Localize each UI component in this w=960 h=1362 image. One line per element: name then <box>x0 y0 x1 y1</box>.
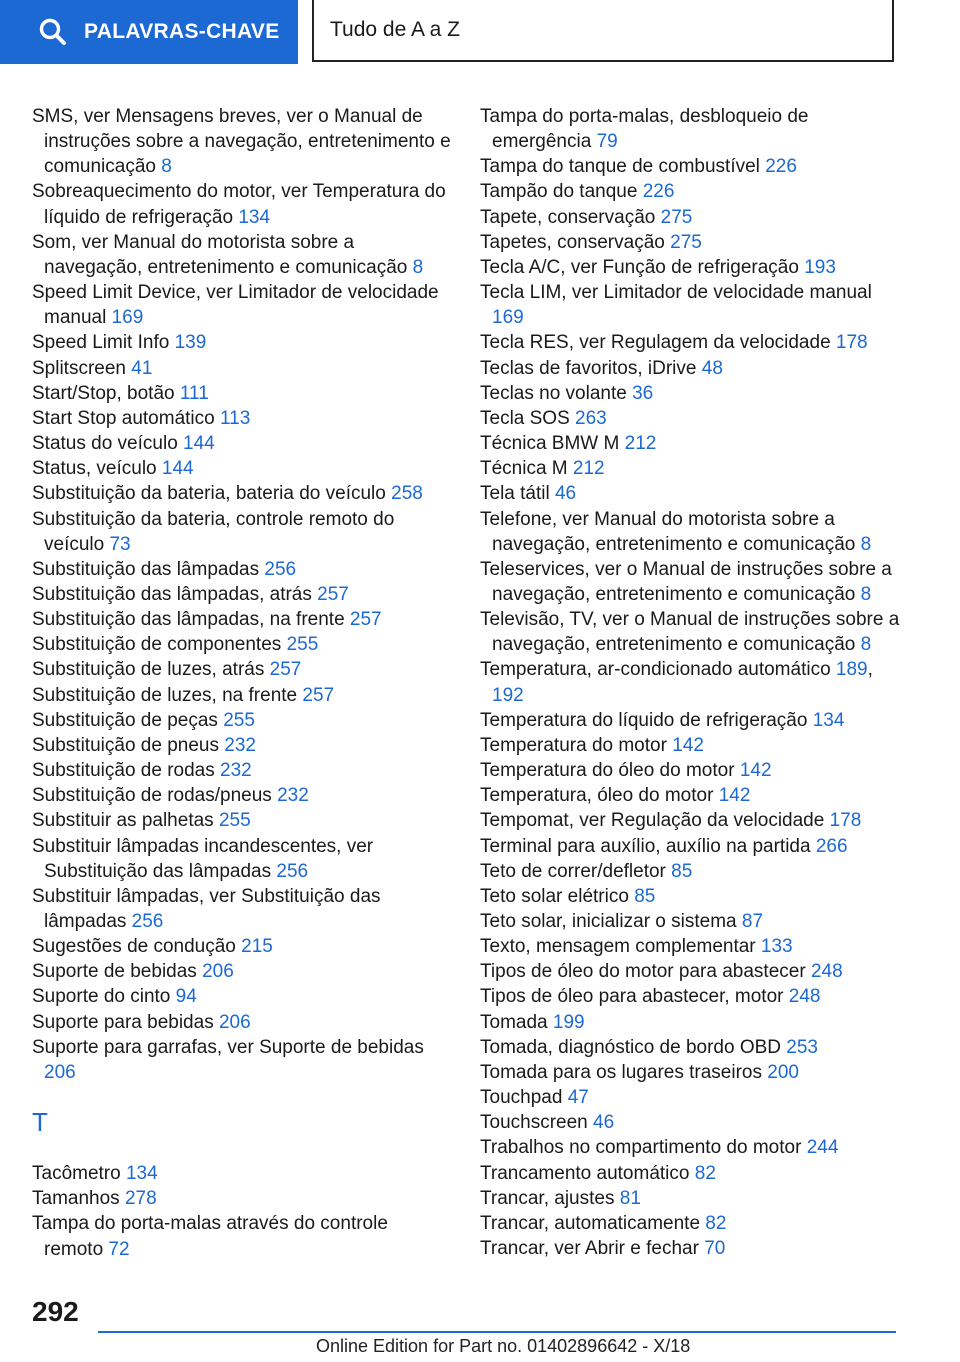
index-entry <box>32 632 452 657</box>
index-entry-text: Teclas no volante <box>480 382 627 404</box>
index-entry <box>32 507 452 557</box>
page-reference-link[interactable]: 232 <box>224 734 256 756</box>
index-entry-text: Suporte para bebidas <box>32 1011 214 1033</box>
page-reference-link[interactable]: 258 <box>391 483 423 505</box>
page-reference-link[interactable]: 94 <box>175 986 197 1008</box>
index-entry <box>32 1035 452 1085</box>
index-entry <box>480 557 900 607</box>
index-entry <box>480 1161 900 1186</box>
page-reference-link[interactable]: 206 <box>202 961 234 983</box>
index-entry-text: Temperatura do motor <box>480 734 667 756</box>
page-reference-link[interactable]: 8 <box>860 583 872 605</box>
index-column-left <box>32 104 452 1262</box>
page-reference-link[interactable]: 8 <box>860 634 872 656</box>
index-entry <box>32 582 452 607</box>
page-reference-link[interactable]: 199 <box>552 1011 585 1033</box>
index-entry <box>480 708 900 733</box>
index-entry-text: Substituir lâmpadas incandescentes, ver Substituição das lâmpadas <box>32 835 374 882</box>
index-entry <box>32 330 452 355</box>
index-entry-text: Tomada para os lugares traseiros <box>480 1061 762 1083</box>
page-reference-link[interactable]: 134 <box>812 709 845 731</box>
page-reference-link[interactable]: 82 <box>694 1162 716 1184</box>
index-entry <box>480 1110 900 1135</box>
page-reference-link[interactable]: 46 <box>593 1112 615 1134</box>
index-entry <box>480 230 900 255</box>
index-entry-text: Sobreaquecimento do motor, ver Temperatura do líquido de refrigeração <box>32 181 446 228</box>
index-entry-text: Substituir lâmpadas, ver Substituição das lâmpadas <box>32 885 381 932</box>
index-entry-text: Teclas de favoritos, iDrive <box>480 357 697 379</box>
page-reference-link[interactable]: 257 <box>302 684 335 706</box>
index-entry-text: Trancar, ver Abrir e fechar <box>480 1238 699 1260</box>
index-entry-text: Temperatura, óleo do motor <box>480 785 714 807</box>
page-reference-link[interactable]: 226 <box>642 181 675 203</box>
index-entry-text: Tampa do porta-malas, desbloqueio de emergência <box>480 106 809 153</box>
footer-divider <box>98 1331 896 1333</box>
page-reference-link[interactable]: 111 <box>179 382 209 404</box>
page-reference-link[interactable]: 134 <box>238 206 271 228</box>
page-reference-link[interactable]: 256 <box>276 860 309 882</box>
page-reference-link[interactable]: 8 <box>412 256 424 278</box>
page-reference-link[interactable]: 200 <box>767 1061 799 1083</box>
index-entry <box>480 381 900 406</box>
index-entry <box>32 356 452 381</box>
page-reference-link[interactable]: 248 <box>788 986 821 1008</box>
index-entry <box>480 255 900 280</box>
page-reference-link[interactable]: 257 <box>269 659 302 681</box>
section-letter: T <box>32 1107 48 1138</box>
index-entry <box>32 406 452 431</box>
page-reference-link[interactable]: 48 <box>701 357 723 379</box>
page-reference-link[interactable]: 215 <box>241 936 273 958</box>
page-reference-link[interactable]: 142 <box>718 785 751 807</box>
index-entry-text: Televisão, TV, ver o Manual de instruções sobre a navegação, entretenimento e comunicação <box>480 609 900 656</box>
index-entry <box>480 758 900 783</box>
page-reference-link[interactable]: 255 <box>223 709 255 731</box>
index-entry <box>480 909 900 934</box>
page-reference-link[interactable]: 275 <box>670 231 702 253</box>
index-entry <box>32 230 452 280</box>
page-reference-link[interactable]: 212 <box>572 458 605 480</box>
index-entry <box>480 834 900 859</box>
index-entry-text: Tacômetro <box>32 1163 121 1185</box>
index-entry-text: Tecla RES, ver Regulagem da velocidade <box>480 332 831 354</box>
index-entry <box>480 205 900 230</box>
page-reference-link[interactable]: 275 <box>660 206 693 228</box>
page-reference-link[interactable]: 244 <box>806 1137 839 1159</box>
index-entry-text: Status do veículo <box>32 433 178 455</box>
index-entry <box>32 381 452 406</box>
page-reference-link[interactable]: 133 <box>760 936 793 958</box>
index-entry <box>480 959 900 984</box>
page-reference-link[interactable]: 85 <box>671 860 693 882</box>
index-entry <box>480 406 900 431</box>
index-entry <box>480 179 900 204</box>
index-entry-text: Tecla A/C, ver Função de refrigeração <box>480 256 799 278</box>
page-reference-link[interactable]: 142 <box>672 734 704 756</box>
index-entry <box>480 783 900 808</box>
page-reference-link[interactable]: 144 <box>161 458 194 480</box>
edition-text: Online Edition for Part no. 01402896642 - X/18 <box>316 1336 691 1356</box>
index-entry <box>32 179 452 229</box>
page-reference-link[interactable]: 81 <box>619 1187 641 1209</box>
index-entry <box>32 934 452 959</box>
index-entry <box>32 1161 452 1186</box>
index-entry-text: Tomada <box>480 1011 548 1033</box>
page-reference-link[interactable]: 142 <box>739 760 772 782</box>
index-entry-text: Suporte de bebidas <box>32 961 197 983</box>
index-entry <box>32 733 452 758</box>
index-entry-text: Substituição de componentes <box>32 634 282 656</box>
page-reference-link[interactable]: 169 <box>492 307 524 329</box>
page-reference-link[interactable]: 82 <box>705 1212 727 1234</box>
index-entry <box>480 884 900 909</box>
page-reference-link[interactable]: 255 <box>286 634 319 656</box>
index-entry <box>480 733 900 758</box>
index-entry <box>32 657 452 682</box>
page-reference-link[interactable]: 212 <box>624 433 657 455</box>
page-reference-link[interactable]: 278 <box>124 1188 157 1210</box>
index-entry <box>480 104 900 154</box>
page-reference-link[interactable]: 257 <box>349 609 382 631</box>
page-reference-link[interactable]: 46 <box>554 483 577 505</box>
index-entry <box>32 683 452 708</box>
index-entry-text: Speed Limit Device, ver Limitador de velocidade manual <box>32 282 439 329</box>
page-reference-link[interactable]: 256 <box>264 558 297 580</box>
index-entry <box>32 456 452 481</box>
page-reference-link[interactable]: 134 <box>125 1163 158 1185</box>
index-entry-text: Telefone, ver Manual do motorista sobre a navegação, entretenimento e comunicação <box>480 508 856 555</box>
page-reference-link[interactable]: 248 <box>810 961 843 983</box>
index-entry-text: Touchpad <box>480 1087 563 1109</box>
index-column-right <box>480 104 900 1261</box>
index-entry <box>32 1010 452 1035</box>
index-entry-text: Teto de correr/defletor <box>480 860 666 882</box>
page-reference-link[interactable]: 73 <box>109 533 131 555</box>
page-reference-link[interactable]: 178 <box>835 332 868 354</box>
index-entry-text: Tipos de óleo para abastecer, motor <box>480 986 784 1008</box>
index-entry-text: Substituição das lâmpadas <box>32 558 260 580</box>
page-reference-link[interactable]: 192 <box>492 684 524 706</box>
index-entry <box>32 280 452 330</box>
index-entry-text: Tipos de óleo do motor para abastecer <box>480 961 806 983</box>
index-entry <box>480 808 900 833</box>
index-entry <box>32 708 452 733</box>
index-entry-text: Tempomat, ver Regulação da velocidade <box>480 810 825 832</box>
page-reference-link[interactable]: 72 <box>108 1238 130 1260</box>
index-entry-text: Trancar, ajustes <box>480 1187 615 1209</box>
index-entry-text: Substituição de rodas/pneus <box>32 785 272 807</box>
page-reference-link[interactable]: 41 <box>131 357 153 379</box>
index-entry <box>480 431 900 456</box>
index-entry <box>32 959 452 984</box>
page-reference-link[interactable]: 8 <box>161 156 172 178</box>
index-list-t-left <box>32 1161 452 1262</box>
page-reference-link[interactable]: 178 <box>829 810 862 832</box>
index-entry-text: Tomada, diagnóstico de bordo OBD <box>480 1036 782 1058</box>
page-reference-link[interactable]: 206 <box>218 1011 251 1033</box>
keyword-tab[interactable] <box>0 0 298 64</box>
index-entry <box>480 934 900 959</box>
page-reference-link[interactable]: 257 <box>317 583 349 605</box>
index-entry-text: Teto solar elétrico <box>480 885 629 907</box>
index-entry-text: Teto solar, inicializar o sistema <box>480 911 737 932</box>
page-reference-link[interactable]: 206 <box>44 1061 76 1083</box>
index-entry-text: Suporte do cinto <box>32 986 171 1008</box>
page-reference-link[interactable]: 87 <box>741 911 764 932</box>
index-entry-text: Tapetes, conservação <box>480 231 665 253</box>
page-reference-link[interactable]: 8 <box>860 533 872 555</box>
index-entry-text: Texto, mensagem complementar <box>480 936 756 958</box>
page-reference-link[interactable]: 169 <box>111 307 144 329</box>
index-entry <box>32 557 452 582</box>
page-reference-link[interactable]: 47 <box>567 1087 589 1109</box>
index-entry-text: Tela tátil <box>480 483 550 505</box>
page-reference-link[interactable]: 263 <box>575 407 607 429</box>
page-reference-link[interactable]: 139 <box>174 332 207 354</box>
index-entry <box>32 1211 452 1261</box>
index-entry-text: Trancamento automático <box>480 1162 690 1184</box>
page-reference-link[interactable]: 36 <box>632 382 654 404</box>
index-entry <box>480 1010 900 1035</box>
page-reference-link[interactable]: 266 <box>815 835 848 857</box>
index-entry-text: Splitscreen <box>32 357 126 379</box>
index-entry <box>480 1060 900 1085</box>
index-entry-text: Substituição de luzes, atrás <box>32 659 265 681</box>
index-entry-text: Terminal para auxílio, auxílio na partida <box>480 835 811 857</box>
index-entry <box>480 607 900 657</box>
a-to-z-tab-label: Tudo de A a Z <box>330 18 460 41</box>
index-entry <box>480 481 900 506</box>
index-entry <box>480 1186 900 1211</box>
index-entry-text: Som, ver Manual do motorista sobre a navegação, entretenimento e comunicação <box>32 231 408 278</box>
page-reference-link[interactable]: 85 <box>634 885 656 907</box>
index-entry-text: Tampa do porta-malas através do controle remoto <box>32 1213 388 1260</box>
index-list-t-right <box>480 104 900 1261</box>
page-reference-link[interactable]: 232 <box>277 785 309 807</box>
index-entry-text: Trabalhos no compartimento do motor <box>480 1137 802 1159</box>
index-entry-text: Start/Stop, botão <box>32 382 175 404</box>
index-entry-text: Substituição de rodas <box>32 760 215 782</box>
index-entry-text: Temperatura do óleo do motor <box>480 760 735 782</box>
index-entry <box>32 431 452 456</box>
index-entry <box>32 607 452 632</box>
index-entry-text: SMS, ver Mensagens breves, ver o Manual de instruções sobre a navegação, entretenimento e comunicação <box>32 106 451 178</box>
index-entry-text: Substituição de pneus <box>32 734 219 756</box>
index-entry-text: Substituição de luzes, na frente <box>32 684 298 706</box>
page-reference-link[interactable]: 255 <box>218 810 251 832</box>
index-entry <box>480 1135 900 1160</box>
index-entry-text: Status, veículo <box>32 458 157 480</box>
index-entry-text: Touchscreen <box>480 1112 588 1134</box>
search-icon <box>38 17 68 47</box>
index-entry-text: Técnica BMW M <box>480 433 620 455</box>
index-entry-text: Start Stop automático <box>32 407 215 429</box>
index-entry-text: Temperatura do líquido de refrigeração <box>480 709 808 731</box>
index-entry-text: Substituição de peças <box>32 709 218 731</box>
index-entry <box>480 154 900 179</box>
index-list-s <box>32 104 452 1085</box>
page-reference-link[interactable]: 70 <box>704 1238 726 1260</box>
index-entry-text: Tamanhos <box>32 1188 120 1210</box>
index-entry-text: Tecla LIM, ver Limitador de velocidade manual <box>480 282 872 304</box>
index-entry <box>480 1085 900 1110</box>
index-entry-text: Substituir as palhetas <box>32 810 214 832</box>
index-entry <box>480 1035 900 1060</box>
page-reference-link[interactable]: 189 <box>835 659 868 681</box>
index-entry-text: Trancar, automaticamente <box>480 1212 701 1234</box>
index-entry-text: Tampão do tanque <box>480 181 638 203</box>
index-entry-text: Substituição das lâmpadas, na frente <box>32 609 345 631</box>
index-entry <box>32 783 452 808</box>
index-entry-text: Tampa do tanque de combustível <box>480 156 760 178</box>
index-entry <box>32 104 452 179</box>
index-entry <box>480 356 900 381</box>
page-reference-link[interactable]: 232 <box>220 760 252 782</box>
index-entry <box>32 884 452 934</box>
index-entry <box>480 507 900 557</box>
a-to-z-tab[interactable] <box>312 0 894 62</box>
page-reference-link[interactable]: 193 <box>804 256 836 278</box>
index-entry-text: Teleservices, ver o Manual de instruções sobre a navegação, entretenimento e comunicação <box>480 558 892 605</box>
page-reference-link[interactable]: 256 <box>131 911 164 932</box>
index-entry <box>480 330 900 355</box>
index-entry <box>32 758 452 783</box>
index-entry-text: Temperatura, ar-condicionado automático <box>480 659 831 681</box>
index-entry-text: Técnica M <box>480 458 568 480</box>
index-entry-text: Substituição das lâmpadas, atrás <box>32 583 312 605</box>
index-entry-text: Sugestões de condução <box>32 936 236 958</box>
header <box>0 0 960 66</box>
index-entry-text: Substituição da bateria, controle remoto do veículo <box>32 508 395 555</box>
index-entry <box>32 1186 452 1211</box>
index-entry: Temperatura, ar-condicionado automático 189, 192 <box>480 659 873 706</box>
index-entry-text: Tapete, conservação <box>480 206 656 228</box>
index-entry <box>32 481 452 506</box>
index-entry <box>32 834 452 884</box>
index-entry <box>480 280 900 330</box>
keyword-tab-label: PALAVRAS-CHAVE <box>84 20 280 43</box>
index-entry <box>32 984 452 1009</box>
index-entry-text: Suporte para garrafas, ver Suporte de bebidas <box>32 1036 424 1058</box>
page-reference-link[interactable]: 113 <box>220 407 251 429</box>
index-entry-text: Substituição da bateria, bateria do veículo <box>32 483 386 505</box>
index-entry <box>480 859 900 884</box>
index-entry <box>480 984 900 1009</box>
index-entry <box>32 808 452 833</box>
page-reference-link[interactable]: 226 <box>765 156 797 178</box>
page-reference-link[interactable]: 144 <box>183 433 215 455</box>
page-reference-link[interactable]: 253 <box>786 1036 818 1058</box>
index-entry <box>480 1211 900 1236</box>
index-entry-text: Speed Limit Info <box>32 332 170 354</box>
index-entry <box>480 1236 900 1261</box>
page-reference-link[interactable]: 79 <box>596 131 618 153</box>
page-number: 292 <box>32 1296 79 1327</box>
index-entry <box>480 456 900 481</box>
index-entry-text: Tecla SOS <box>480 407 570 429</box>
